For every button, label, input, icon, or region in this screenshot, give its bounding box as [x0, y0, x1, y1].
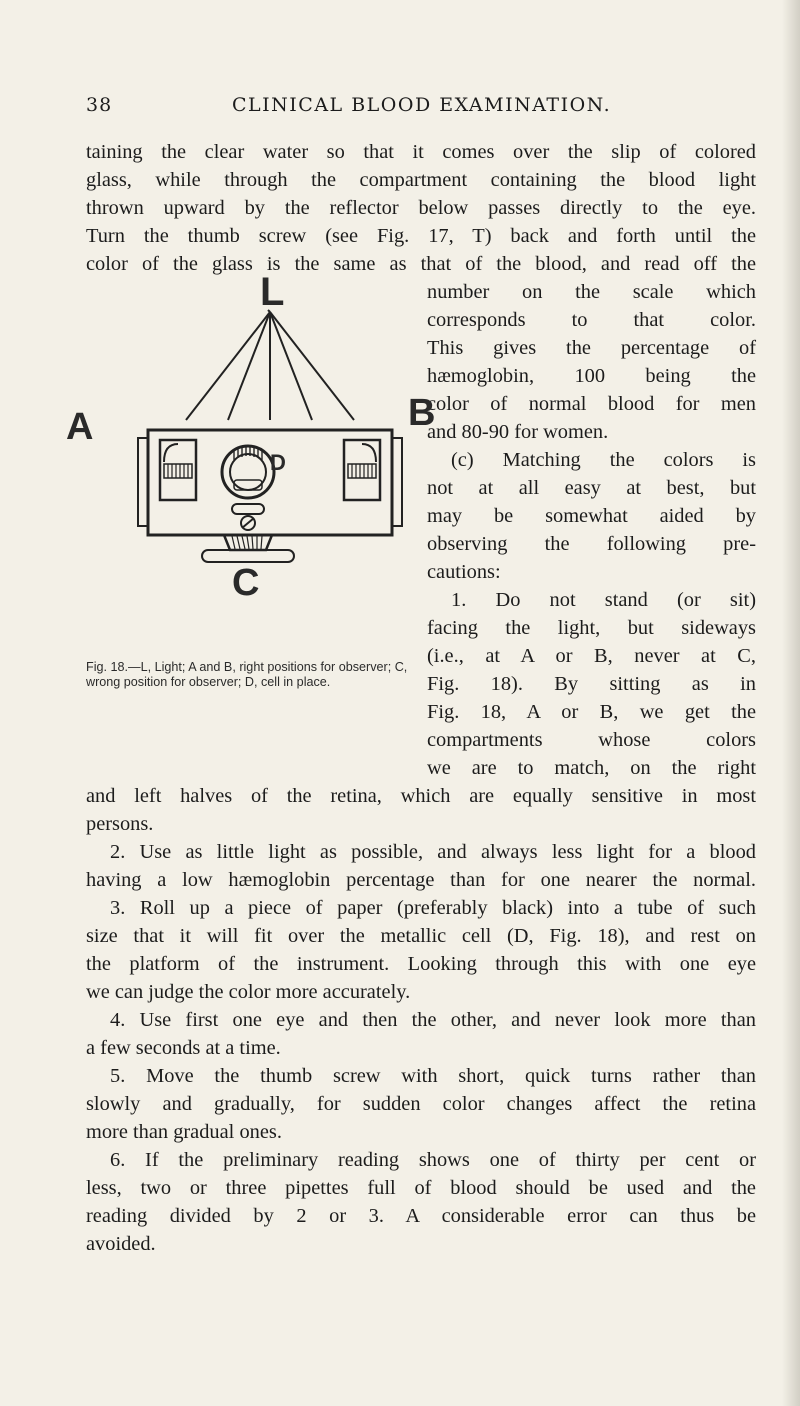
text-line: persons. — [86, 813, 154, 835]
text-line: Fig. 18, A or B, we get the — [427, 701, 756, 723]
text-line: color of normal blood for men — [427, 393, 756, 415]
label-cell-d: D — [270, 450, 286, 475]
text-line: Fig. 18). By sitting as in — [427, 673, 756, 695]
text-line: having a low hæmoglobin percentage than for one nearer the normal. — [86, 869, 756, 891]
label-position-b: B — [408, 392, 436, 434]
text-line: glass, while through the compartment containing the blood light — [86, 169, 756, 191]
text-line: (i.e., at A or B, never at C, — [427, 645, 756, 667]
text-line: we can judge the color more accurately. — [86, 981, 411, 1003]
text-line: cautions: — [427, 561, 501, 583]
page-number: 38 — [86, 94, 113, 116]
instrument-platform — [148, 430, 392, 535]
running-title: CLINICAL BLOOD EXAMINATION. — [232, 94, 612, 116]
text-line: 5. Move the thumb screw with short, quick turns rather than — [110, 1065, 756, 1087]
light-rays — [186, 310, 354, 420]
text-line: 2. Use as little light as possible, and always less light for a blood — [110, 841, 756, 863]
text-line: This gives the percentage of — [427, 337, 756, 359]
text-line: number on the scale which — [427, 281, 756, 303]
page-edge-shadow — [782, 0, 800, 1406]
thumb-screw — [202, 516, 294, 562]
metallic-cell — [222, 446, 274, 514]
text-line: thrown upward by the reflector below passes directly to the eye. — [86, 197, 756, 219]
text-line: (c) Matching the colors is — [451, 449, 756, 471]
label-position-c: C — [232, 562, 260, 604]
figure-caption: Fig. 18.—L, Light; A and B, right positions for observer; C, wrong position for observer; D, cell in place. — [86, 660, 408, 689]
text-line: compartments whose colors — [427, 729, 756, 751]
text-line: a few seconds at a time. — [86, 1037, 281, 1059]
text-line: observing the following pre- — [427, 533, 756, 555]
text-line: more than gradual ones. — [86, 1121, 282, 1143]
text-line: slowly and gradually, for sudden color changes affect the retina — [86, 1093, 756, 1115]
text-line: 3. Roll up a piece of paper (preferably black) into a tube of such — [110, 897, 756, 919]
text-line: avoided. — [86, 1233, 156, 1255]
text-line: Turn the thumb screw (see Fig. 17, T) back and forth until the — [86, 225, 756, 247]
text-line: taining the clear water so that it comes over the slip of colored — [86, 141, 756, 163]
text-line: may be somewhat aided by — [427, 505, 756, 527]
text-line: and 80-90 for women. — [427, 421, 609, 443]
page-header — [86, 94, 756, 124]
text-line: 6. If the preliminary reading shows one of thirty per cent or — [110, 1149, 756, 1171]
right-compartment — [344, 440, 380, 500]
text-line: reading divided by 2 or 3. A considerable error can thus be — [86, 1205, 756, 1227]
text-line: 1. Do not stand (or sit) — [451, 589, 756, 611]
text-line: we are to match, on the right — [427, 757, 756, 779]
text-line: hæmoglobin, 100 being the — [427, 365, 756, 387]
text-line: and left halves of the retina, which are equally sensitive in most — [86, 785, 756, 807]
text-line: less, two or three pipettes full of blood should be used and the — [86, 1177, 756, 1199]
text-line: 4. Use first one eye and then the other, and never look more than — [110, 1009, 756, 1031]
text-line: not at all easy at best, but — [427, 477, 756, 499]
text-line: color of the glass is the same as that of the blood, and read off the — [86, 253, 756, 275]
left-compartment — [160, 440, 196, 500]
label-light: L — [260, 270, 285, 314]
label-position-a: A — [66, 406, 94, 448]
text-line: size that it will fit over the metallic cell (D, Fig. 18), and rest on — [86, 925, 756, 947]
text-line: corresponds to that color. — [427, 309, 756, 331]
text-line: the platform of the instrument. Looking through this with one eye — [86, 953, 756, 975]
text-line: facing the light, but sideways — [427, 617, 756, 639]
